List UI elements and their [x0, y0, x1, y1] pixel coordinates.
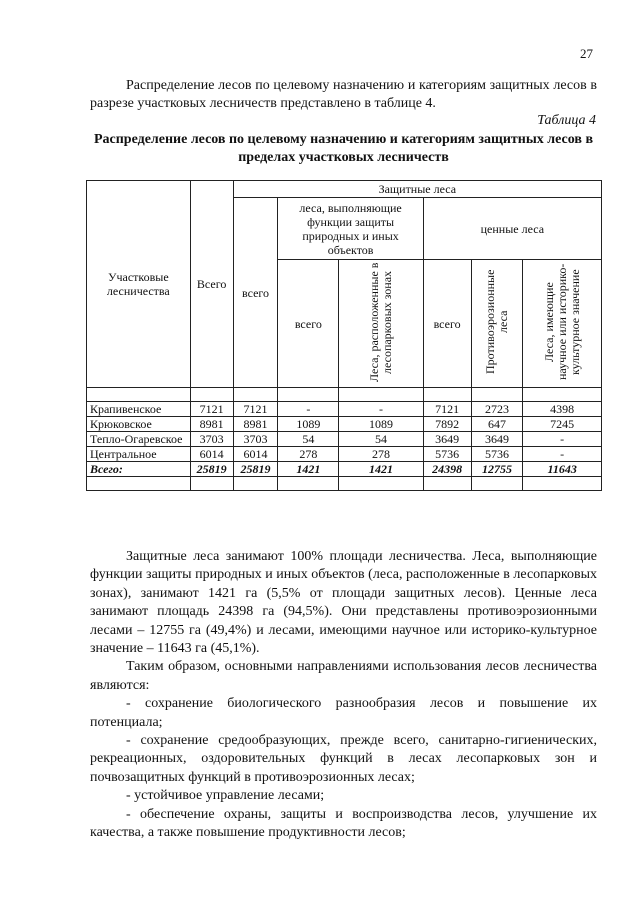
- body-text: [90, 548, 597, 843]
- list-item: - устойчивое управление лесами;: [126, 788, 325, 804]
- cell: 25819: [233, 462, 278, 477]
- table-row: [87, 432, 602, 447]
- cell: 7121: [190, 402, 233, 417]
- cell: 6014: [190, 447, 233, 462]
- header-forest-parks: Леса, расположенные в лесопарковых зонах: [366, 262, 394, 382]
- header-valuable-total: всего: [423, 260, 471, 388]
- header-protective-total: всего: [233, 198, 278, 388]
- paragraph: Защитные леса занимают 100% площади лесничества. Леса, выполняющие функции защиты природных и иных объектов (леса, расположенные в лесопарковых зонах), занимают 1421 га (5,5% от площади защитных лесов). Ценные леса занимают площадь 24398 га (94,5%). Они представлены противоэрозионными лесами – 12755 га (49,4%) и лесами, имеющими научное или историко-культурное значение – 11643 га (45,1%).: [90, 549, 597, 657]
- spacer-cell: [523, 477, 602, 491]
- cell: 3649: [423, 432, 471, 447]
- spacer-cell: [233, 477, 278, 491]
- cell: 647: [471, 417, 523, 432]
- header-valuable: ценные леса: [423, 198, 601, 260]
- cell: 278: [339, 447, 423, 462]
- header-protective: Защитные леса: [233, 181, 601, 198]
- table-row: [87, 447, 602, 462]
- table-row: [87, 417, 602, 432]
- cell: 3649: [471, 432, 523, 447]
- table-caption: Таблица 4: [537, 113, 596, 128]
- spacer-cell: [339, 388, 423, 402]
- spacer-cell: [471, 388, 523, 402]
- header-district: Участковые лесничества: [87, 181, 191, 388]
- intro-paragraph: Распределение лесов по целевому назначению и категориям защитных лесов в разрезе участковых лесничеств представлено в таблице 4.: [90, 78, 597, 112]
- spacer-cell: [190, 388, 233, 402]
- spacer-cell: [87, 477, 191, 491]
- cell: -: [523, 432, 602, 447]
- cell: 5736: [423, 447, 471, 462]
- list-item: - сохранение биологического разнообразия лесов и повышение их потенциала;: [90, 696, 597, 730]
- cell: 1089: [278, 417, 339, 432]
- spacer-cell: [87, 388, 191, 402]
- cell: 8981: [233, 417, 278, 432]
- cell: 2723: [471, 402, 523, 417]
- cell: 278: [278, 447, 339, 462]
- cell: 1421: [278, 462, 339, 477]
- forest-distribution-table: [86, 180, 602, 491]
- cell: 4398: [523, 402, 602, 417]
- row-name: Центральное: [87, 447, 191, 462]
- row-name: Тепло-Огаревское: [87, 432, 191, 447]
- cell: 3703: [190, 432, 233, 447]
- paragraph: Таким образом, основными направлениями использования лесов лесничества являются:: [90, 659, 597, 693]
- total-row: [87, 462, 602, 477]
- cell: 7121: [233, 402, 278, 417]
- cell: 1421: [339, 462, 423, 477]
- cell: 24398: [423, 462, 471, 477]
- cell: 5736: [471, 447, 523, 462]
- header-forest-parks-cell: [339, 260, 423, 388]
- spacer-cell: [471, 477, 523, 491]
- row-name: Крюковское: [87, 417, 191, 432]
- cell: 12755: [471, 462, 523, 477]
- header-anti-erosion-cell: [471, 260, 523, 388]
- spacer-cell: [190, 477, 233, 491]
- table-title: Распределение лесов по целевому назначению и категориям защитных лесов в пределах участковых лесничеств: [93, 132, 594, 165]
- spacer-cell: [339, 477, 423, 491]
- header-scientific: Леса, имеющие научное или историко-культурное значение: [541, 263, 582, 381]
- cell: 25819: [190, 462, 233, 477]
- cell: 54: [339, 432, 423, 447]
- table-row: [87, 402, 602, 417]
- header-functions-total: всего: [278, 260, 339, 388]
- page-number: 27: [580, 46, 593, 61]
- spacer-cell: [233, 388, 278, 402]
- cell: 8981: [190, 417, 233, 432]
- cell: 11643: [523, 462, 602, 477]
- header-scientific-cell: [523, 260, 602, 388]
- total-label: Всего:: [87, 462, 191, 477]
- cell: 1089: [339, 417, 423, 432]
- list-item: - обеспечение охраны, защиты и воспроизводства лесов, улучшение их качества, а также повышение продуктивности лесов;: [90, 806, 597, 841]
- header-anti-erosion: Противоэрозионные леса: [482, 269, 510, 375]
- spacer-cell: [423, 388, 471, 402]
- cell: -: [339, 402, 423, 417]
- spacer-cell: [278, 477, 339, 491]
- list-item: - сохранение средообразующих, прежде всего, санитарно-гигиенических, рекреационных, оздоровительных функций в лесах лесопарковых зон и почвозащитных функций в противоэрозионных лесах;: [90, 733, 597, 785]
- header-functions: леса, выполняющие функции защиты природных и иных объектов: [278, 198, 423, 260]
- cell: 7245: [523, 417, 602, 432]
- cell: -: [523, 447, 602, 462]
- spacer-cell: [523, 388, 602, 402]
- row-name: Крапивенское: [87, 402, 191, 417]
- cell: 6014: [233, 447, 278, 462]
- spacer-cell: [278, 388, 339, 402]
- cell: 3703: [233, 432, 278, 447]
- cell: -: [278, 402, 339, 417]
- cell: 7892: [423, 417, 471, 432]
- cell: 7121: [423, 402, 471, 417]
- spacer-cell: [423, 477, 471, 491]
- cell: 54: [278, 432, 339, 447]
- header-total: Всего: [190, 181, 233, 388]
